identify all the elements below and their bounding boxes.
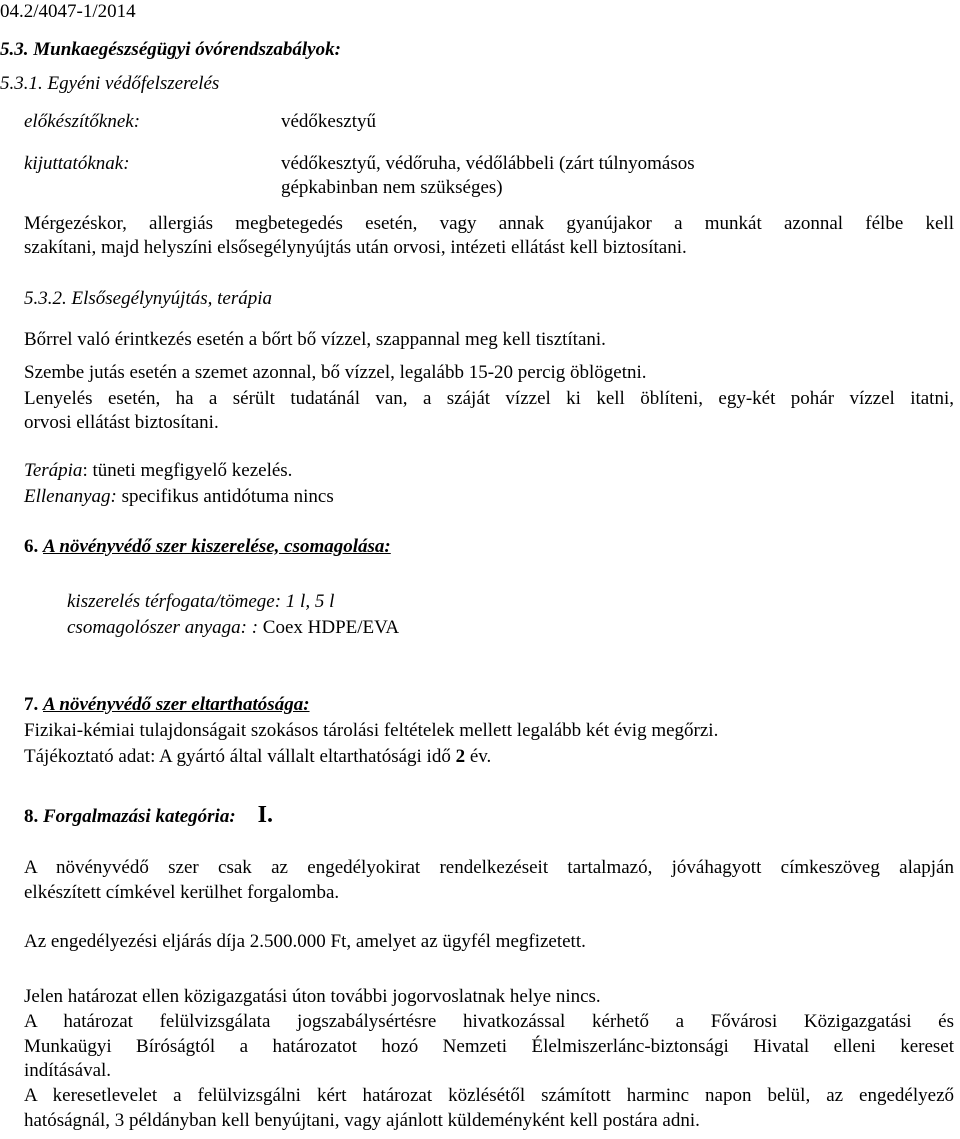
eye-contact-text: Szembe jutás esetén a szemet azonnal, bő vízzel, legalább 15-20 percig öblögetni. [24, 362, 647, 383]
row-value-applicators: védőkesztyű, védőruha, védőlábbeli (zárt túlnyomásos [281, 153, 695, 174]
row-value-preparers: védőkesztyű [281, 111, 376, 132]
section-5-3-1-title: 5.3.1. Egyéni védőfelszerelés [0, 73, 220, 94]
review-text-line1: A határozat felülvizsgálata jogszabálysértésre hivatkozással kérhető a Fővárosi Közigazgatási és [24, 1011, 954, 1032]
section-7-title: A növényvédő szer eltarthatósága: [43, 694, 310, 715]
swallow-text-line2: orvosi ellátást biztosítani. [24, 412, 219, 433]
review-text-line3: indításával. [24, 1060, 112, 1081]
packaging-volume: kiszerelés térfogata/tömege: 1 l, 5 l [67, 591, 335, 612]
section-5-3-title: 5.3. Munkaegészségügyi óvórendszabályok: [0, 39, 341, 60]
section-8-title: Forgalmazási kategória: [43, 806, 236, 827]
therapy-line [24, 459, 292, 483]
antidote-label: Ellenanyag: [24, 486, 117, 507]
packaging-material-label: csomagolószer anyaga: : [67, 617, 263, 638]
row-label-preparers: előkészítőknek: [24, 111, 141, 132]
skin-contact-text: Bőrrel való érintkezés esetén a bőrt bő vízzel, szappannal meg kell tisztítani. [24, 329, 606, 350]
section-8-category: I. [257, 802, 273, 828]
review-text-line2: Munkaügyi Bíróságtól a határozatot hozó Nemzeti Élelmiszerlánc-biztonsági Hivatal elleni kereset [24, 1036, 954, 1057]
section-6-number: 6. [24, 536, 43, 557]
storage-years: 2 [455, 746, 466, 767]
therapy-label: Terápia [24, 460, 83, 481]
section-8-heading [24, 803, 273, 829]
poisoning-paragraph-line1: Mérgezéskor, allergiás megbetegedés esetén, vagy annak gyanújakor a munkát azonnal félbe kell [24, 213, 954, 234]
section-7-heading [24, 693, 310, 717]
storage-line2 [24, 745, 491, 769]
row-label-applicators: kijuttatóknak: [24, 153, 130, 174]
packaging-material-line [67, 616, 399, 640]
swallow-text-line1: Lenyelés esetén, ha a sérült tudatánál van, a száját vízzel ki kell öblíteni, egy-két pohár vízzel itatni, [24, 388, 954, 409]
appeal-text: Jelen határozat ellen közigazgatási úton további jogorvoslatnak helye nincs. [24, 986, 601, 1007]
storage-line2-prefix: Tájékoztató adat: A gyártó által vállalt eltarthatósági idő [24, 746, 456, 767]
label-paragraph-line1: A növényvédő szer csak az engedélyokirat rendelkezéseit tartalmazó, jóváhagyott címkeszöveg alapján [24, 857, 954, 878]
antidote-line [24, 485, 334, 509]
section-8-number: 8. [24, 806, 43, 827]
section-6-title: A növényvédő szer kiszerelése, csomagolása: [43, 536, 391, 557]
label-paragraph-line2: elkészített címkével kerülhet forgalomba. [24, 882, 340, 903]
section-5-3-2-title: 5.3.2. Elsősegélynyújtás, terápia [24, 288, 273, 309]
antidote-value: specifikus antidótuma nincs [116, 486, 334, 507]
section-7-number: 7. [24, 694, 43, 715]
poisoning-paragraph-line2: szakítani, majd helyszíni elsősegélynyújtás után orvosi, intézeti ellátást kell biztosítani. [24, 237, 687, 258]
document-number: 04.2/4047-1/2014 [0, 1, 136, 22]
storage-line1: Fizikai-kémiai tulajdonságait szokásos tárolási feltételek mellett legalább két évig megőrzi. [24, 720, 719, 741]
petition-text-line1: A keresetlevelet a felülvizsgálni kért határozat közlésétől számított harminc napon belül, az engedélyező [24, 1085, 954, 1106]
petition-text-line2: hatóságnál, 3 példányban kell benyújtani, vagy ajánlott küldeményként kell postára adni. [24, 1110, 700, 1131]
storage-line2-suffix: év. [465, 746, 492, 767]
fee-text: Az engedélyezési eljárás díja 2.500.000 Ft, amelyet az ügyfél megfizetett. [24, 931, 586, 952]
therapy-value: : tüneti megfigyelő kezelés. [82, 460, 293, 481]
packaging-material-value: Coex HDPE/EVA [262, 617, 400, 638]
row-value-applicators-cont: gépkabinban nem szükséges) [281, 177, 503, 198]
section-6-heading [24, 535, 391, 559]
